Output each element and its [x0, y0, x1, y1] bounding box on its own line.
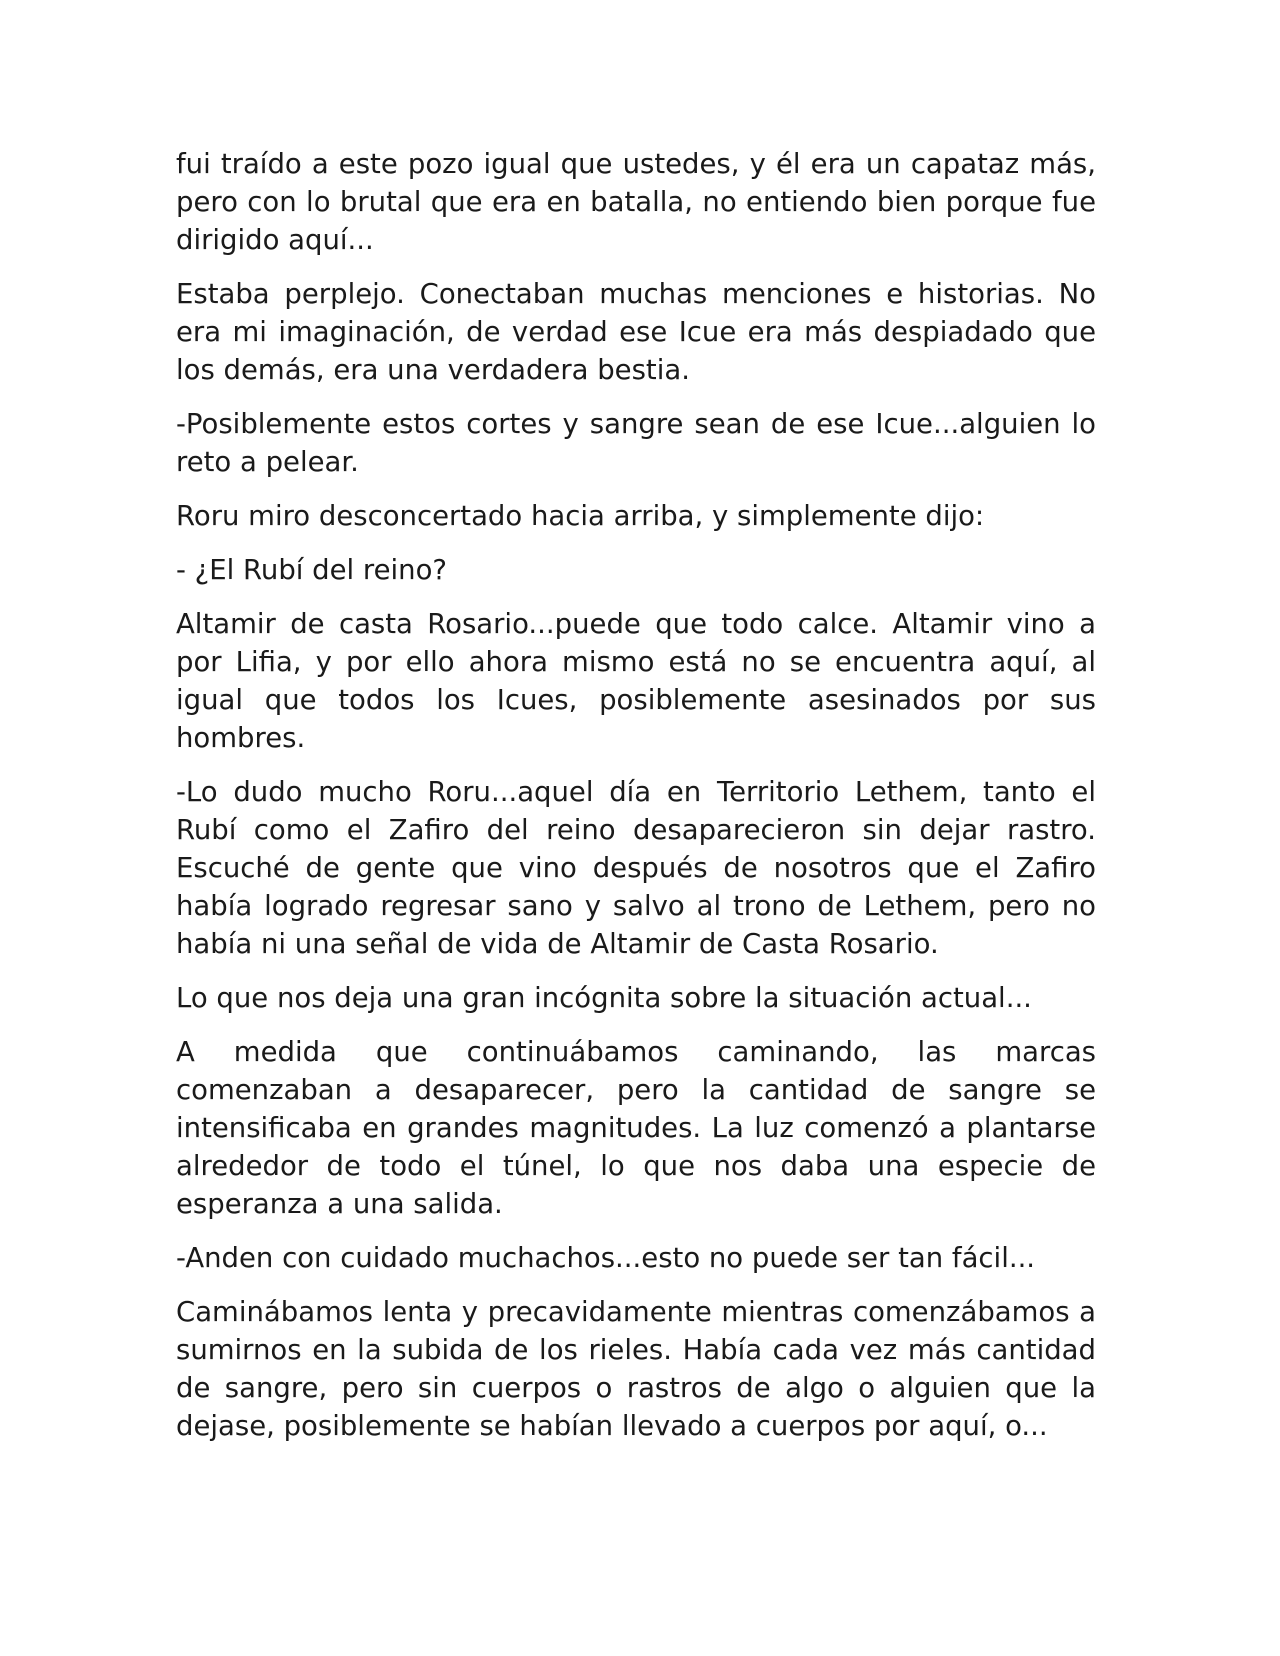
paragraph-4: Roru miro desconcertado hacia arriba, y simplemente dijo: — [176, 500, 985, 532]
paragraph-1: fui traído a este pozo igual que ustedes, y él era un capataz más, pero con lo brutal que era en batalla, no entiendo bien porque fue dirigido aquí... — [176, 148, 1096, 256]
paragraph-9: A medida que continuábamos caminando, las marcas comenzaban a desaparecer, pero la cantidad de sangre se intensificaba en grandes magnitudes. La luz comenzó a plantarse alrededor de todo el túnel, lo que nos daba una especie de esperanza a una salida. — [176, 1036, 1096, 1220]
paragraph-2: Estaba perplejo. Conectaban muchas menciones e historias. No era mi imaginación, de verdad ese Icue era más despiadado que los demás, era una verdadera bestia. — [176, 278, 1096, 386]
paragraph-3: -Posiblemente estos cortes y sangre sean de ese Icue...alguien lo reto a pelear. — [176, 408, 1096, 478]
paragraph-7: -Lo dudo mucho Roru...aquel día en Territorio Lethem, tanto el Rubí como el Zafiro del reino desaparecieron sin dejar rastro. Escuché de gente que vino después de nosotros que el Zafiro había logrado regresar sano y salvo al trono de Lethem, pero no había ni una señal de vida de Altamir de Casta Rosario. — [176, 776, 1096, 960]
paragraph-10: -Anden con cuidado muchachos...esto no puede ser tan fácil... — [176, 1242, 1036, 1274]
body-text — [176, 145, 1096, 1461]
paragraph-8: Lo que nos deja una gran incógnita sobre la situación actual... — [176, 982, 1032, 1014]
paragraph-5: - ¿El Rubí del reino? — [176, 554, 448, 586]
paragraph-6: Altamir de casta Rosario...puede que todo calce. Altamir vino a por Lifia, y por ello ahora mismo está no se encuentra aquí, al igual que todos los Icues, posiblemente asesinados por sus hombres. — [176, 608, 1096, 754]
paragraph-11: Caminábamos lenta y precavidamente mientras comenzábamos a sumirnos en la subida de los rieles. Había cada vez más cantidad de sangre, pero sin cuerpos o rastros de algo o alguien que la dejase, posiblemente se habían llevado a cuerpos por aquí, o... — [176, 1296, 1096, 1442]
